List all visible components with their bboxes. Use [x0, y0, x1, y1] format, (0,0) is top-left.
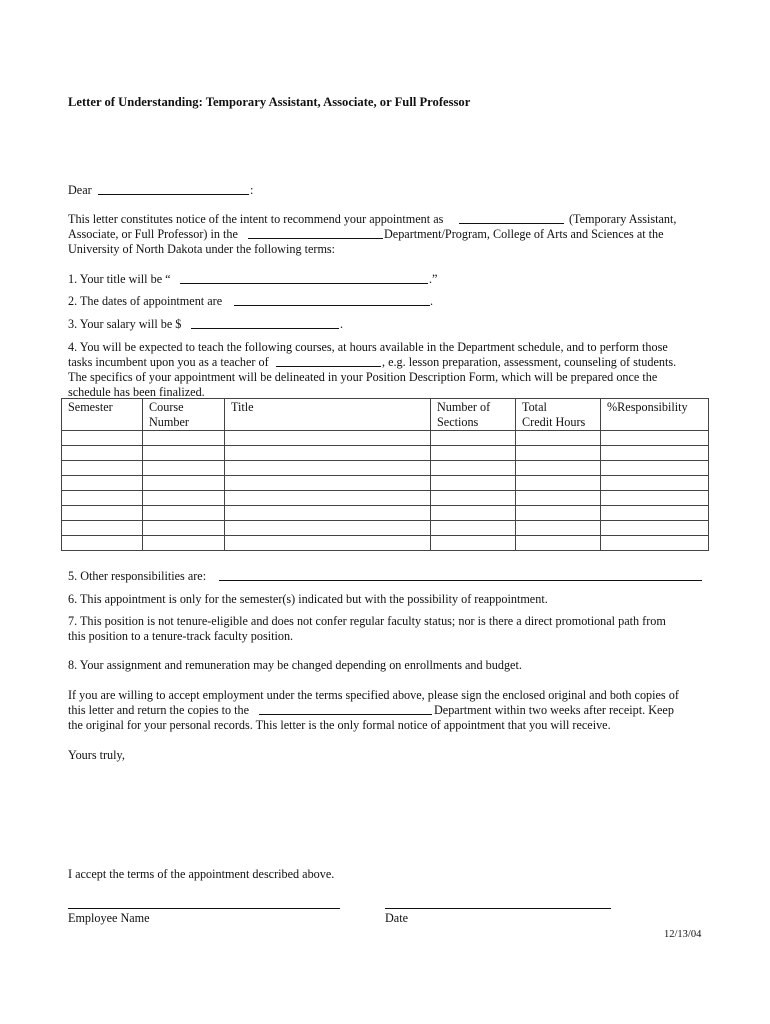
table-row [62, 476, 709, 491]
table-cell[interactable] [516, 461, 601, 476]
table-cell[interactable] [431, 521, 516, 536]
intro-line-1: This letter constitutes notice of the intent to recommend your appointment as [68, 212, 444, 226]
item-7-line-2: this position to a tenure-track faculty position. [68, 629, 294, 643]
table-cell[interactable] [143, 506, 225, 521]
employee-signature-line[interactable] [68, 908, 340, 909]
table-cell[interactable] [601, 506, 709, 521]
form-revision-date: 12/13/04 [664, 929, 702, 940]
item-5-label: 5. Other responsibilities are: [68, 569, 207, 583]
closing-line-2-end: Department within two weeks after receipt. Keep [434, 703, 674, 717]
closing-line-1: If you are willing to accept employment under the terms specified above, please sign the enclosed original and both copies of [68, 688, 679, 702]
item-1-close: .” [429, 272, 438, 286]
table-cell[interactable] [225, 431, 431, 446]
table-cell[interactable] [143, 536, 225, 551]
table-row [62, 446, 709, 461]
table-cell[interactable] [62, 506, 143, 521]
appointment-dates-field[interactable] [234, 305, 430, 306]
department-field[interactable] [248, 238, 383, 239]
table-cell[interactable] [601, 536, 709, 551]
table-cell[interactable] [62, 491, 143, 506]
item-4-line-2-end: , e.g. lesson preparation, assessment, counseling of students. [382, 355, 677, 369]
other-responsibilities-field[interactable] [219, 580, 702, 581]
salary-field[interactable] [191, 328, 339, 329]
table-cell[interactable] [225, 536, 431, 551]
item-6: 6. This appointment is only for the semester(s) indicated but with the possibility of reappointment. [68, 592, 548, 606]
intro-line-3: University of North Dakota under the following terms: [68, 242, 336, 256]
table-cell[interactable] [143, 521, 225, 536]
recipient-name-field[interactable] [98, 194, 249, 195]
dear-label: Dear [68, 183, 92, 197]
closing-line-3: the original for your personal records. This letter is the only formal notice of appointment that you will receive. [68, 718, 611, 732]
table-cell[interactable] [143, 431, 225, 446]
table-cell[interactable] [431, 536, 516, 551]
table-cell[interactable] [143, 446, 225, 461]
appointment-rank-field[interactable] [459, 223, 564, 224]
table-row [62, 491, 709, 506]
table-cell[interactable] [62, 476, 143, 491]
table-cell[interactable] [601, 521, 709, 536]
table-cell[interactable] [516, 506, 601, 521]
intro-line-2-end: Department/Program, College of Arts and Sciences at the [384, 227, 664, 241]
table-cell[interactable] [601, 461, 709, 476]
header-title: Title [225, 399, 431, 431]
table-cell[interactable] [516, 431, 601, 446]
header-semester: Semester [62, 399, 143, 431]
table-cell[interactable] [62, 461, 143, 476]
table-row [62, 506, 709, 521]
date-signature-line[interactable] [385, 908, 611, 909]
table-cell[interactable] [143, 476, 225, 491]
table-cell[interactable] [62, 536, 143, 551]
date-label: Date [385, 911, 409, 925]
table-cell[interactable] [601, 476, 709, 491]
item-2-label: 2. The dates of appointment are [68, 294, 223, 308]
table-cell[interactable] [143, 461, 225, 476]
item-4-line-2: tasks incumbent upon you as a teacher of [68, 355, 269, 369]
item-4-line-3: The specifics of your appointment will be delineated in your Position Description Form, which will be prepared once the [68, 370, 658, 384]
table-cell[interactable] [431, 446, 516, 461]
table-cell[interactable] [431, 431, 516, 446]
item-2-close: . [430, 294, 434, 308]
item-4-line-1: 4. You will be expected to teach the following courses, at hours available in the Department schedule, and to perform those [68, 340, 668, 354]
table-header-row [62, 399, 709, 431]
table-cell[interactable] [431, 476, 516, 491]
table-cell[interactable] [225, 476, 431, 491]
table-cell[interactable] [62, 521, 143, 536]
dear-colon: : [250, 183, 254, 197]
table-cell[interactable] [225, 446, 431, 461]
item-8: 8. Your assignment and remuneration may be changed depending on enrollments and budget. [68, 658, 522, 672]
table-cell[interactable] [601, 446, 709, 461]
employee-name-label: Employee Name [68, 911, 150, 925]
header-responsibility: %Responsibility [601, 399, 709, 431]
table-row [62, 536, 709, 551]
page-title: Letter of Understanding: Temporary Assistant, Associate, or Full Professor [68, 95, 471, 109]
item-1-label: 1. Your title will be “ [68, 272, 171, 286]
table-cell[interactable] [62, 446, 143, 461]
table-cell[interactable] [225, 521, 431, 536]
closing-line-2: this letter and return the copies to the [68, 703, 250, 717]
item-3-label: 3. Your salary will be $ [68, 317, 182, 331]
table-cell[interactable] [516, 536, 601, 551]
yours-truly: Yours truly, [68, 748, 125, 762]
intro-line-1-end: (Temporary Assistant, [569, 212, 677, 226]
table-cell[interactable] [516, 521, 601, 536]
table-cell[interactable] [601, 491, 709, 506]
title-field[interactable] [180, 283, 428, 284]
table-row [62, 431, 709, 446]
return-department-field[interactable] [259, 714, 432, 715]
table-cell[interactable] [225, 461, 431, 476]
header-number-of-sections: Number of Sections [431, 399, 516, 431]
courses-table [61, 398, 709, 551]
table-cell[interactable] [516, 491, 601, 506]
header-course-number: Course Number [143, 399, 225, 431]
teaching-subject-field[interactable] [276, 366, 381, 367]
table-cell[interactable] [431, 506, 516, 521]
table-cell[interactable] [601, 431, 709, 446]
table-cell[interactable] [62, 431, 143, 446]
table-cell[interactable] [516, 446, 601, 461]
table-cell[interactable] [143, 491, 225, 506]
header-total-credit-hours: Total Credit Hours [516, 399, 601, 431]
table-cell[interactable] [225, 491, 431, 506]
item-4-line-4: schedule has been finalized. [68, 385, 205, 399]
table-cell[interactable] [225, 506, 431, 521]
item-3-close: . [340, 317, 344, 331]
table-cell[interactable] [431, 461, 516, 476]
intro-line-2: Associate, or Full Professor) in the [68, 227, 238, 241]
table-row [62, 461, 709, 476]
acceptance-statement: I accept the terms of the appointment described above. [68, 867, 335, 881]
table-cell[interactable] [516, 476, 601, 491]
table-cell[interactable] [431, 491, 516, 506]
item-7-line-1: 7. This position is not tenure-eligible and does not confer regular faculty status; nor is there a direct promotional path from [68, 614, 666, 628]
table-row [62, 521, 709, 536]
